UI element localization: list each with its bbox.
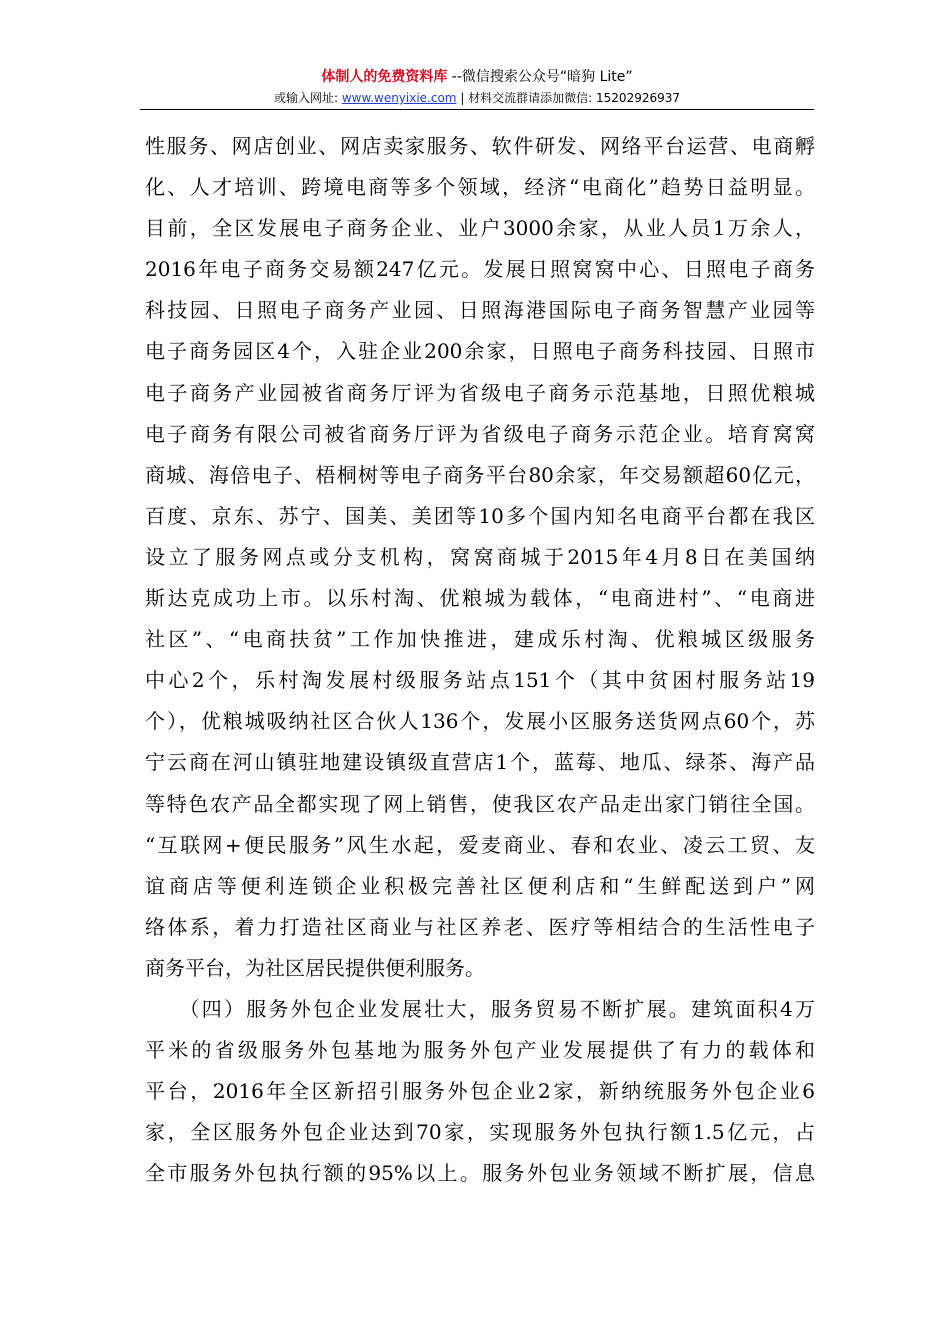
body-line: 目前，全区发展电子商务企业、业户3000余家，从业人员1万余人， (145, 216, 815, 241)
header-url-suffix: | 材料交流群请添加微信: 15202926937 (456, 91, 681, 105)
body-line: 斯达克成功上市。以乐村淘、优粮城为载体，“电商进村”、“电商进 (145, 586, 815, 611)
header-url-link[interactable]: www.wenyixie.com (341, 91, 457, 105)
header-divider (140, 109, 814, 110)
body-line: 全市服务外包执行额的95%以上。服务外包业务领域不断扩展，信息 (145, 1161, 815, 1186)
body-line: 平米的省级服务外包基地为服务外包产业发展提供了有力的载体和 (145, 1038, 815, 1063)
body-line: 性服务、网店创业、网店卖家服务、软件研发、网络平台运营、电商孵 (145, 134, 815, 158)
body-line: 电子商务园区4个，入驻企业200余家，日照电子商务科技园、日照市 (145, 339, 815, 364)
header-brand: 体制人的免费资料库 (321, 69, 448, 85)
header-title-line (140, 68, 814, 86)
body-line: 宁云商在河山镇驻地建设镇级直营店1个，蓝莓、地瓜、绿茶、海产品 (145, 750, 815, 775)
body-line: 家，全区服务外包企业达到70家，实现服务外包执行额1.5亿元，占 (145, 1120, 815, 1145)
body-line: 个），优粮城吸纳社区合伙人136个，发展小区服务送货网点60个，苏 (145, 709, 815, 734)
header-url-prefix: 或输入网址: (273, 91, 342, 105)
body-line: 2016年电子商务交易额247亿元。发展日照窝窝中心、日照电子商务 (145, 257, 815, 282)
body-line: 商务平台，为社区居民提供便利服务。 (145, 955, 485, 980)
body-line: 化、人才培训、跨境电商等多个领域，经济“电商化”趋势日益明显。 (145, 175, 815, 200)
body-line: 科技园、日照电子商务产业园、日照海港国际电子商务智慧产业园等 (145, 298, 815, 323)
body-line: “互联网+便民服务”风生水起，爱麦商业、春和农业、凌云工贸、友 (145, 832, 815, 857)
header-tagline: --微信搜索公众号“暗狗 Lite” (447, 69, 633, 85)
body-line: 电子商务产业园被省商务厅评为省级电子商务示范基地，日照优粮城 (145, 380, 815, 405)
document-body (145, 126, 815, 1194)
body-line: 社区”、“电商扶贫”工作加快推进，建成乐村淘、优粮城区级服务 (145, 627, 815, 652)
body-line: 电子商务有限公司被省商务厅评为省级电子商务示范企业。培育窝窝 (145, 421, 815, 446)
body-line: 谊商店等便利连锁企业积极完善社区便利店和“生鲜配送到户”网 (145, 873, 815, 898)
body-line: 络体系，着力打造社区商业与社区养老、医疗等相结合的生活性电子 (145, 914, 815, 939)
body-line: 中心2个，乐村淘发展村级服务站点151个（其中贫困村服务站19 (145, 668, 815, 693)
body-line: 商城、海倍电子、梧桐树等电子商务平台80余家，年交易额超60亿元， (145, 462, 815, 487)
header-info-line (140, 90, 814, 106)
body-line: （四）服务外包企业发展壮大，服务贸易不断扩展。建筑面积4万 (145, 996, 815, 1021)
body-line: 等特色农产品全都实现了网上销售，使我区农产品走出家门销往全国。 (145, 791, 815, 816)
body-line: 平台，2016年全区新招引服务外包企业2家，新纳统服务外包企业6 (145, 1079, 815, 1104)
page-header (140, 68, 814, 106)
body-line: 百度、京东、苏宁、国美、美团等10多个国内知名电商平台都在我区 (145, 503, 815, 528)
body-line: 设立了服务网点或分支机构，窝窝商城于2015年4月8日在美国纳 (145, 544, 815, 569)
